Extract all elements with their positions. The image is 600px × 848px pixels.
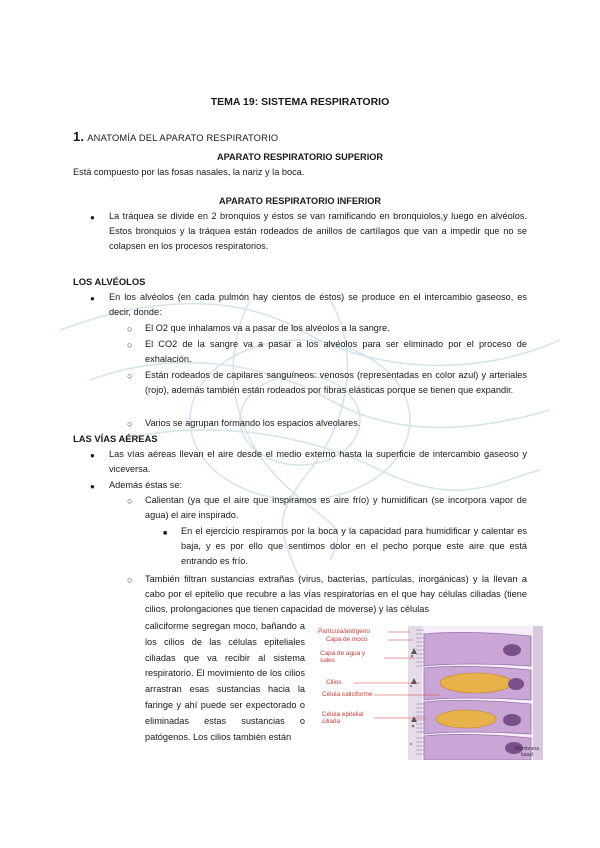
label-capa-agua: Capa de agua y sales [320, 650, 366, 665]
label-cilios: Cilios [326, 679, 342, 686]
section-number: 1. [73, 129, 85, 144]
circle-bullet-icon: ○ [127, 496, 133, 506]
vias-sub1: Calientan (ya que el aire que inspiramos es aire frío) y humidifican (se incorpora vapor de agua) el aire inspirado. [145, 495, 527, 520]
square-bullet-icon: ■ [163, 530, 168, 537]
alveolos-sub2: El CO2 de la sangre va a pasar a los alvéolos para ser eliminado por el proceso de exhalación. [145, 339, 527, 364]
label-particula: Partícula/antígeno [318, 628, 370, 635]
bullet-icon: ● [90, 482, 95, 491]
label-membrana: Membrana basal [515, 746, 539, 758]
bullet-icon: ● [90, 294, 95, 303]
lower-bullet: La tráquea se divide en 2 bronquios y éstos se van ramificando en bronquiolos,y luego en alvéolos. Estos bronquios y la tráquea están rodeados de anillos de cartílagos que van a impedir que no se colapsen en los procesos respiratorios. [109, 211, 527, 251]
section-heading [73, 126, 278, 147]
section-title: ANATOMÍA DEL APARATO RESPIRATORIO [87, 133, 279, 143]
upper-text: Está compuesto por las fosas nasales, la nariz y la boca. [73, 167, 305, 177]
circle-bullet-icon: ○ [127, 340, 133, 350]
circle-bullet-icon: ○ [127, 419, 133, 429]
vias-sub2-column: caliciforme segregan moco, bañando a los cilios de las células epiteliales ciliadas que va recibir al sistema respiratorio. El movimiento de los cilios arrastran esas sustancias hacia la faringe y ahí puede ser expectorado o eliminadas estas sustancias o patógenos. Los cilios también están [145, 621, 305, 742]
alveolos-sub3: Están rodeados de capilares sanguíneos: venosos (representadas en color azul) y arteriales (rojo), además también están rodeados por fibras elásticas porque se tienen que expandir. [145, 370, 527, 395]
circle-bullet-icon: ○ [127, 371, 133, 381]
label-capa-moco: Capa de moco [326, 636, 368, 643]
alveolos-sub4: Varios se agrupan formando los espacios alveolares. [145, 418, 361, 428]
alveolos-sub1: El O2 que inhalamos va a pasar de los alvéolos a la sangre. [145, 323, 390, 333]
vias-subsub1: En el ejercicio respiramos por la boca y la capacidad para humidificar y calentar es baja, y es por ello que sentimos dolor en el pecho porque este aire que está entrando es frío. [181, 526, 527, 566]
alveolos-heading: LOS ALVÉOLOS [73, 276, 146, 287]
vias-bullet2: Además éstas se: [109, 480, 183, 490]
label-epitelial: Célula epitelial ciliada [322, 711, 364, 726]
document-title: TEMA 19: SISTEMA RESPIRATORIO [210, 96, 390, 108]
vias-bullet1: Las vías aéreas llevan el aire desde el medio externo hasta la superficie de intercambio gaseoso y viceversa. [109, 449, 527, 474]
epithelium-figure [316, 626, 548, 760]
bullet-icon: ● [90, 213, 95, 222]
lower-heading: APARATO RESPIRATORIO INFERIOR [219, 196, 381, 206]
upper-heading: APARATO RESPIRATORIO SUPERIOR [216, 152, 384, 162]
circle-bullet-icon: ○ [127, 575, 133, 585]
label-caliciforme: Célula caliciforme [322, 691, 373, 698]
vias-sub2: También filtran sustancias extrañas (virus, bacterias, partículas, inorgánicas) y la llevan a cabo por el epitelio que recubre a las vías respiratorias en el que hay células ciliadas (tiene cilios, prolongaciones que tienen capacidad de moverse) y las células [145, 574, 527, 614]
alveolos-bullet: En los alvéolos (en cada pulmón hay cientos de éstos) se produce en el intercambio gaseoso, es decir, donde: [109, 292, 527, 317]
circle-bullet-icon: ○ [127, 324, 133, 334]
vias-heading: LAS VÍAS AÉREAS [73, 433, 158, 444]
bullet-icon: ● [90, 451, 95, 460]
